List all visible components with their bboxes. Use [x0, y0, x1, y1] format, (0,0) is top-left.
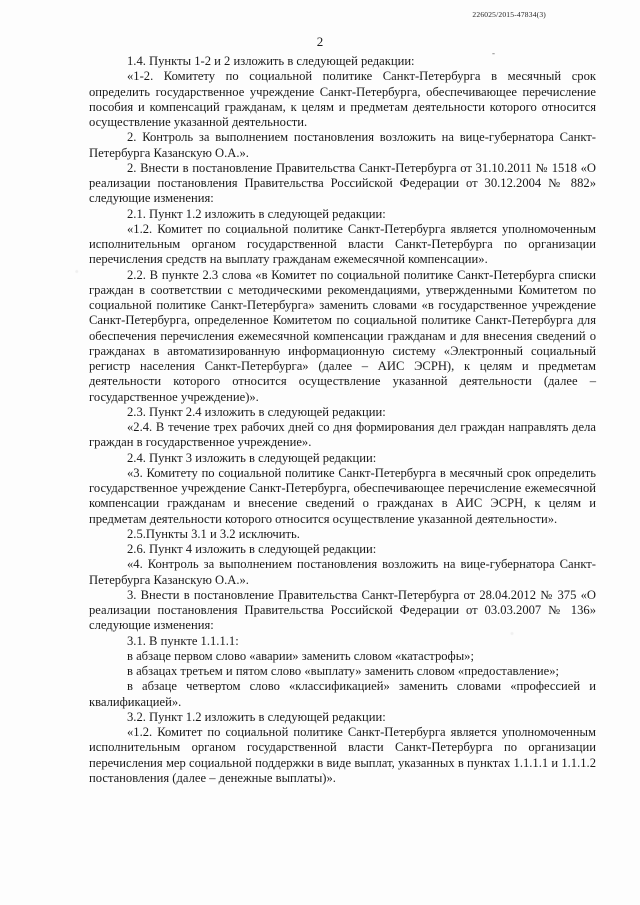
paragraph-quote-1-2-b: «1.2. Комитет по социальной политике Санкт-Петербурга является уполномоченным исполнительным органом государственной власти Санкт-Петербурга по организации перечисления средств на выплату гражданам ежемесячной компенсации».: [89, 221, 596, 267]
paragraph-item-2-5: 2.5.Пункты 3.1 и 3.2 исключить.: [127, 526, 300, 541]
paragraph-quote-2: 2. Контроль за выполнением постановления возложить на вице-губернатора Санкт-Петербурга Казанскую О.А.».: [89, 130, 596, 160]
paragraph-item-2-1: 2.1. Пункт 1.2 изложить в следующей редакции:: [127, 206, 386, 221]
paragraph-quote-4: «4. Контроль за выполнением постановления возложить на вице-губернатора Санкт-Петербурга Казанскую О.А.».: [89, 557, 596, 587]
paragraph-quote-3: «3. Комитету по социальной политике Санкт-Петербурга в месячный срок определить государственное учреждение Санкт-Петербурга, обеспечивающее перечисление ежемесячной компенсации гражданам и внесение сведений о гражданах в АИС ЭСРН, к целям и предметам деятельности которого относится осуществление указанной деятельности».: [89, 465, 596, 526]
paragraph-item-2-6: 2.6. Пункт 4 изложить в следующей редакции:: [127, 542, 377, 556]
paragraph-item-2-3: 2.3. Пункт 2.4 изложить в следующей редакции:: [127, 404, 386, 419]
paragraph-item-1-4: 1.4. Пункты 1-2 и 2 изложить в следующей редакции:: [127, 54, 415, 68]
paragraph-abzac-1: в абзаце первом слово «аварии» заменить словом «катастрофы»;: [127, 648, 474, 663]
paragraph-quote-1-2-c: «1.2. Комитет по социальной политике Санкт-Петербурга является уполномоченным исполнительным органом государственной власти Санкт-Петербурга по организации перечисления мер социальной поддержки в виде выплат, указанных в пунктах 1.1.1.1 и 1.1.1.2 постановления (далее – денежные выплаты)».: [89, 725, 596, 785]
document-code: 226025/2015-47834(3): [472, 10, 546, 19]
paragraph-item-2-4: 2.4. Пункт 3 изложить в следующей редакции:: [127, 450, 377, 465]
document-body: [89, 54, 596, 786]
paragraph-quote-1-2: «1-2. Комитету по социальной политике Санкт-Петербурга в месячный срок определить государственное учреждение Санкт-Петербурга, обеспечивающее перечисление пособия и компенсаций гражданам, к целям и предметам деятельности которого относится осуществление указанной деятельности.: [89, 69, 596, 129]
paragraph-item-3-1: 3.1. В пункте 1.1.1.1:: [127, 633, 239, 648]
paragraph-item-2-2: 2.2. В пункте 2.3 слова «в Комитет по социальной политике Санкт-Петербурга списки граждан в соответствии с методическими рекомендациями, утвержденными Комитетом по социальной политике Санкт-Петербурга» заменить словами «в государственное учреждение Санкт-Петербурга, определенное Комитетом по социальной политике Санкт-Петербурга для обеспечения перечисления ежемесячной компенсации гражданам и для внесения сведений о гражданах в автоматизированную информационную систему «Электронный социальный регистр населения Санкт-Петербурга» (далее – АИС ЭСРН), к целям и предметам деятельности которого относится осуществление указанной деятельности (далее – государственное учреждение)».: [89, 267, 596, 404]
paragraph-abzac-3-5: в абзацах третьем и пятом слово «выплату» заменить словом «предоставление»;: [127, 664, 560, 678]
paragraph-item-2: 2. Внести в постановление Правительства Санкт-Петербурга от 31.10.2011 № 1518 «О реализации постановления Правительства Российской Федерации от 30.12.2004 № 882» следующие изменения:: [89, 160, 596, 206]
paragraph-item-3-2: 3.2. Пункт 1.2 изложить в следующей редакции:: [127, 709, 386, 724]
paragraph-item-3: 3. Внести в постановление Правительства Санкт-Петербурга от 28.04.2012 № 375 «О реализации постановления Правительства Российской Федерации от 03.03.2007 № 136» следующие изменения:: [89, 587, 596, 633]
margin-mark: -: [492, 48, 495, 58]
page-number: 2: [316, 34, 324, 49]
paragraph-quote-2-4: «2.4. В течение трех рабочих дней со дня формирования дел граждан направлять дела граждан в государственное учреждение».: [89, 420, 596, 450]
paragraph-abzac-4: в абзаце четвертом слово «классификацией» заменить словами «профессией и квалификацией».: [89, 679, 596, 709]
